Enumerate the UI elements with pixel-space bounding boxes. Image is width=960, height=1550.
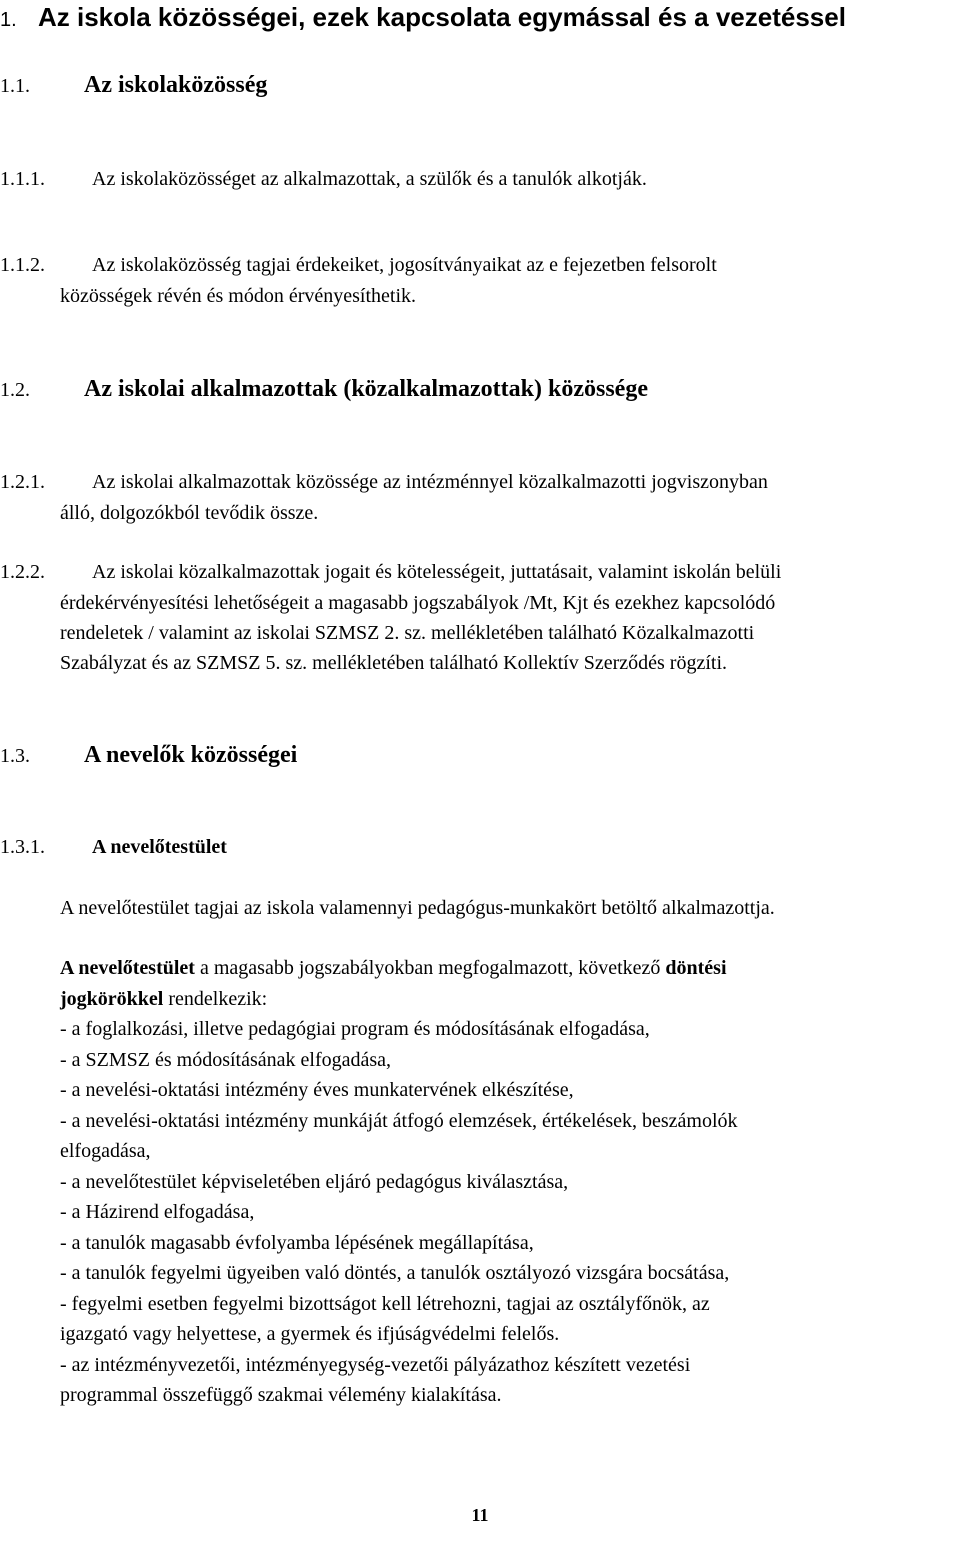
paragraph-line: Szabályzat és az SZMSZ 5. sz. mellékletében található Kollektív Szerződés rögzíti. xyxy=(60,652,728,674)
list-item: - a nevelési-oktatási intézmény éves munkatervének elkészítése, xyxy=(60,1079,574,1101)
section-title: Az iskolaközösség xyxy=(84,72,268,98)
bold-term: döntési xyxy=(665,957,727,979)
list-item: - a nevelőtestület képviseletében eljáró pedagógus kiválasztása, xyxy=(60,1170,569,1193)
list-item: - a SZMSZ és módosításának elfogadása, xyxy=(60,1048,392,1071)
list-item: - fegyelmi esetben fegyelmi bizottságot kell létrehozni, tagjai az osztályfőnök, az xyxy=(60,1292,710,1315)
paragraph-text: Az iskolaközösséget az alkalmazottak, a szülők és a tanulók alkotják. xyxy=(92,168,647,190)
page-number: 11 xyxy=(471,1505,489,1525)
section-1-2-2 xyxy=(0,557,781,587)
members-paragraph: A nevelőtestület tagjai az iskola valamennyi pedagógus-munkakört betöltő alkalmazottja. xyxy=(60,897,775,919)
paragraph-line: érdekérvényesítési lehetőségeit a magasabb jogszabályok /Mt, Kjt és ezekhez kapcsolódó xyxy=(60,592,776,614)
section-1-2-1 xyxy=(0,467,768,497)
rights-paragraph xyxy=(60,953,940,1411)
section-number: 1.1.2. xyxy=(0,254,45,276)
section-title: A nevelőtestület xyxy=(92,836,227,858)
section-number: 1.2. xyxy=(0,379,30,401)
list-item: - a foglalkozási, illetve pedagógiai program és módosításának elfogadása, xyxy=(60,1018,650,1040)
section-number: 1.2.1. xyxy=(0,471,45,493)
list-item: - a tanulók fegyelmi ügyeiben való döntés, a tanulók osztályozó vizsgára bocsátása, xyxy=(60,1262,730,1284)
list-item: - a tanulók magasabb évfolyamba lépésének megállapítása, xyxy=(60,1231,534,1254)
section-number: 1.1.1. xyxy=(0,168,45,190)
section-1-heading xyxy=(0,2,846,35)
paragraph-line: rendeletek / valamint az iskolai SZMSZ 2. sz. mellékletében található Közalkalmazotti xyxy=(60,622,755,644)
paragraph-line: Az iskolai alkalmazottak közössége az intézménnyel közalkalmazotti jogviszonyban xyxy=(92,471,768,493)
lead-text: a magasabb jogszabályokban megfogalmazott, következő xyxy=(194,957,666,979)
section-number: 1.1. xyxy=(0,75,30,97)
paragraph-line: közösségek révén és módon érvényesíthetik. xyxy=(60,285,417,307)
lead-text: rendelkezik: xyxy=(163,987,268,1010)
section-title: A nevelők közösségei xyxy=(84,742,298,768)
list-item: - az intézményvezetői, intézményegység-vezetői pályázathoz készített vezetési xyxy=(60,1353,691,1376)
section-1-1-2 xyxy=(0,250,717,280)
paragraph-line: Az iskolaközösség tagjai érdekeiket, jogosítványaikat az e fejezetben felsorolt xyxy=(92,254,717,276)
bold-term: A nevelőtestület xyxy=(60,957,195,979)
section-title: Az iskolai alkalmazottak (közalkalmazottak) közössége xyxy=(84,376,648,402)
bold-term: jogkörökkel xyxy=(60,987,164,1010)
section-number: 1.3.1. xyxy=(0,836,45,858)
list-item: igazgató vagy helyettese, a gyermek és ifjúságvédelmi felelős. xyxy=(60,1323,560,1345)
section-1-2-heading xyxy=(0,374,648,405)
section-number: 1.3. xyxy=(0,745,30,767)
section-title: Az iskola közösségei, ezek kapcsolata egymással és a vezetéssel xyxy=(38,2,846,32)
section-1-1-1 xyxy=(0,164,647,194)
section-1-3-heading xyxy=(0,740,297,771)
list-item: programmal összefüggő szakmai vélemény kialakítása. xyxy=(60,1384,502,1406)
list-item: - a Házirend elfogadása, xyxy=(60,1201,255,1223)
rights-lead-line xyxy=(60,953,940,984)
list-item: - a nevelési-oktatási intézmény munkáját átfogó elemzések, értékelések, beszámolók xyxy=(60,1109,738,1132)
section-1-3-1-heading xyxy=(0,832,227,862)
section-number: 1. xyxy=(0,9,17,31)
paragraph-line: Az iskolai közalkalmazottak jogait és kötelességeit, juttatásait, valamint iskolán belüli xyxy=(92,561,782,583)
section-number: 1.2.2. xyxy=(0,561,45,583)
rights-lead-line xyxy=(60,984,940,1015)
paragraph-line: álló, dolgozókból tevődik össze. xyxy=(60,502,319,524)
list-item: elfogadása, xyxy=(60,1140,151,1162)
section-1-1-heading xyxy=(0,70,267,101)
